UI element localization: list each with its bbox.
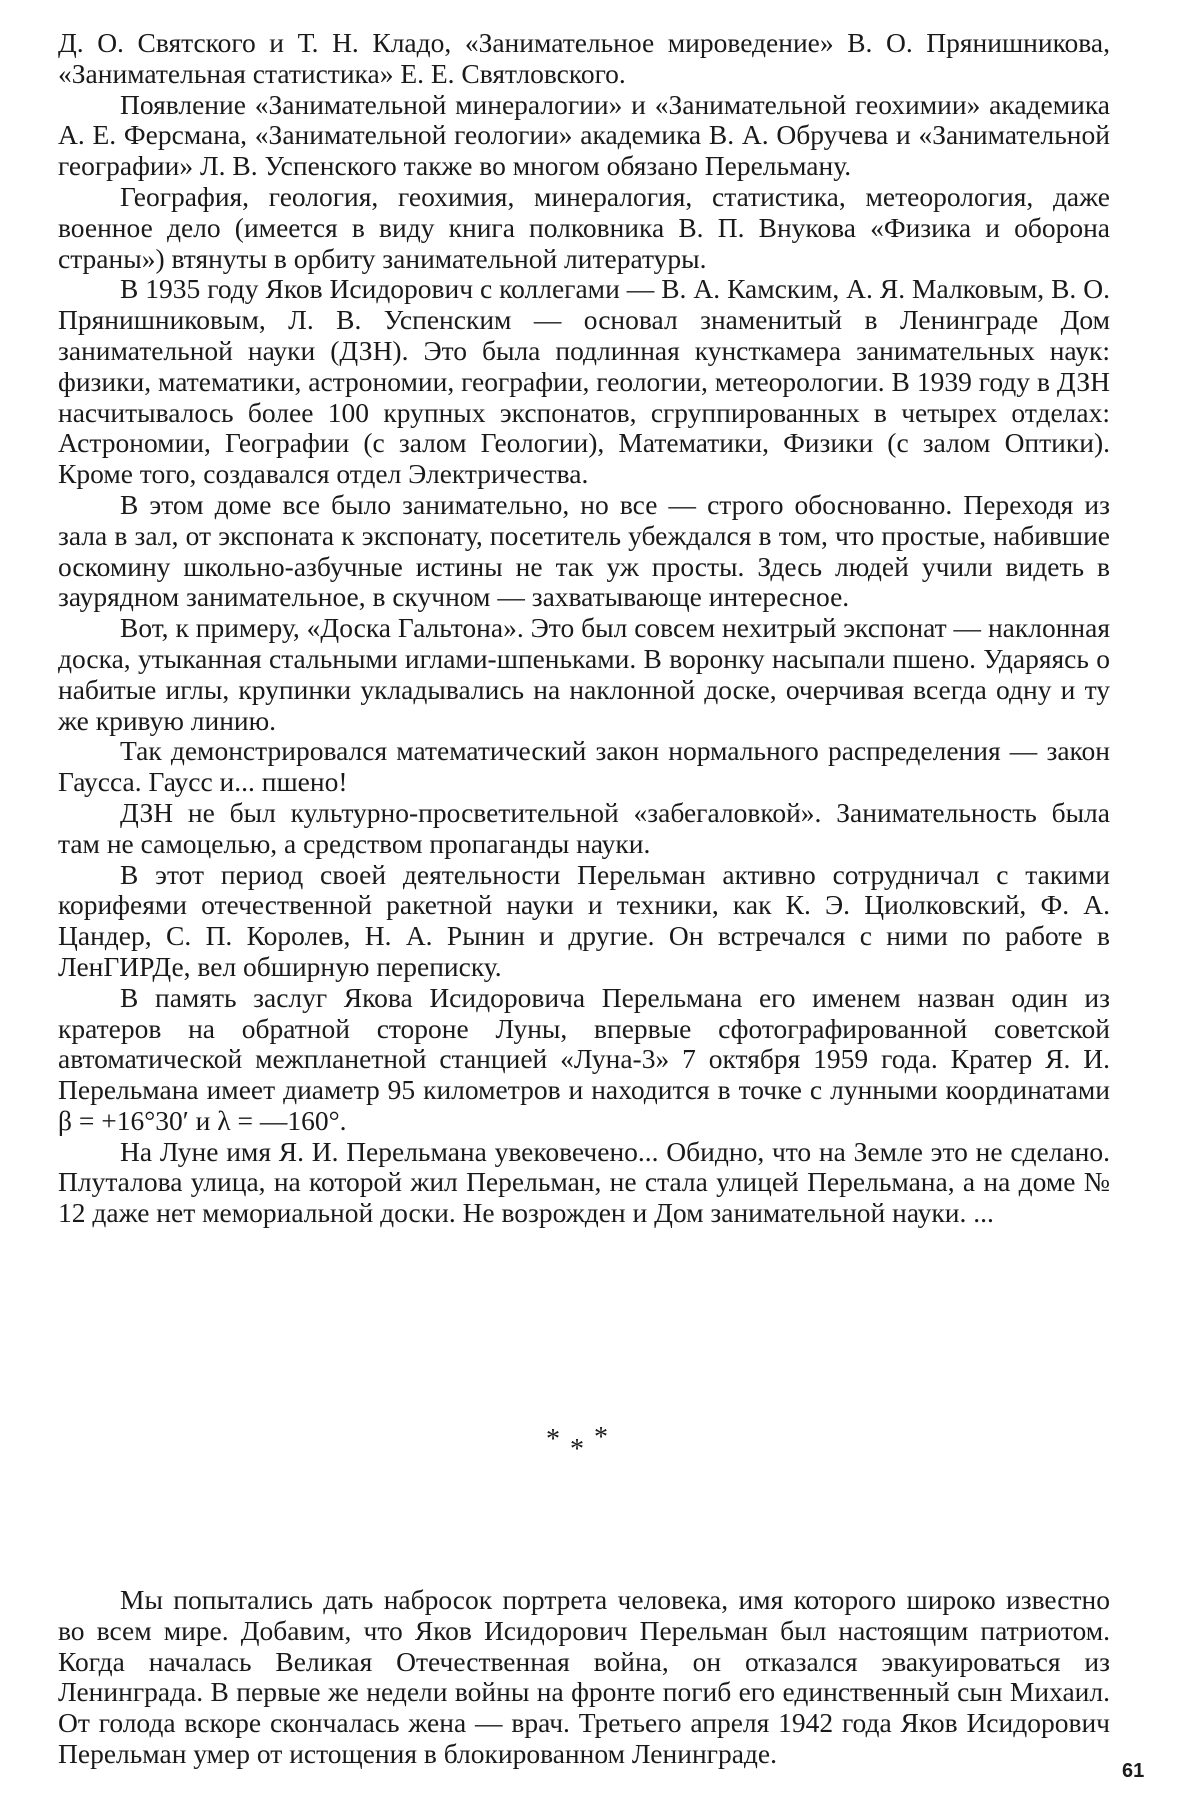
paragraph-galton-board: Вот, к примеру, «Доска Гальтона». Это был совсем нехитрый экспонат — наклонная доска, утыканная стальными иглами-шпеньками. В воронку насыпали пшено. Ударяясь о набитые иглы, крупинки укладывались на наклонной доске, очерчивая всегда одну и ту же кривую линию. [58,612,1110,736]
paragraph-continuation: Д. О. Святского и Т. Н. Кладо, «Занимательное мироведение» В. О. Прянишникова, «Занимательная статистика» Е. Е. Святловского. [58,27,1110,89]
main-text [58,28,1110,1229]
paragraph-sciences: География, геология, геохимия, минералогия, статистика, метеорология, даже военное дело (имеется в виду книга полковника В. П. Внукова «Физика и оборона страны») втянуты в орбиту занимательной литературы. [58,180,1110,274]
paragraph-dzn-founding: В 1935 году Яков Исидорович с коллегами — В. А. Камским, А. Я. Малковым, В. О. Прянишниковым, Л. В. Успенским — основал знаменитый в Ленинграде Дом занимательной науки (ДЗН). Это была подлинная кунсткамера занимательных наук: физики, математики, астрономии, географии, геологии, метеорологии. В 1939 году в ДЗН насчитывалось более 100 крупных экспонатов, сгруппированных в четырех отделах: Астрономии, Географии (с залом Геологии), Математики, Физики (с залом Оптики). Кроме того, создавался отдел Электричества. [58,273,1110,490]
paragraph-gauss: Так демонстрировался математический закон нормального распределения — закон Гаусса. Гаусс и... пшено! [58,735,1110,798]
paragraph-dzn-purpose: ДЗН не был культурно-просветительной «забегаловкой». Занимательность была там не самоцелью, а средством пропаганды науки. [58,796,1110,859]
paragraph-rocketry: В этот период своей деятельности Перельман активно сотрудничал с такими корифеями отечественной ракетной науки и техники, как К. Э. Циолковский, Ф. А. Цандер, С. П. Королев, Н. А. Рынин и другие. Он встречался с ними по работе в ЛенГИРДе, вел обширную переписку. [58,858,1110,982]
paragraph-lunar-crater: В память заслуг Якова Исидоровича Перельмана его именем назван один из кратеров на обратной стороне Луны, впервые сфотографированной советской автоматической межпланетной станцией «Луна-3» 7 октября 1959 года. Кратер Я. И. Перельмана имеет диаметр 95 километров и находится в точке с лунными координатами β = +16°30′ и λ = —160°. [58,981,1110,1136]
page-number: 61 [1122,1760,1145,1782]
separator-star: * [594,1422,608,1453]
paragraph-fersman: Появление «Занимательной минералогии» и «Занимательной геохимии» академика А. Е. Ферсмана, «Занимательной геологии» академика В. А. Обручева и «Занимательной географии» Л. В. Успенского также во многом обязано Перельману. [58,88,1110,182]
paragraph-dzn-house: В этом доме все было занимательно, но все — строго обоснованно. Переходя из зала в зал, от экспоната к экспонату, посетитель убеждался в том, что простые, набившие оскомину школьно-азбучные истины не так уж просты. Здесь людей учили видеть в заурядном занимательное, в скучном — захватывающе интересное. [58,488,1110,613]
closing-text [58,1585,1110,1770]
separator-star: * [546,1424,560,1455]
paragraph-memory: На Луне имя Я. И. Перельмана увековечено... Обидно, что на Земле это не сделано. Плуталова улица, на которой жил Перельман, не стала улицей Перельмана, а на доме № 12 даже нет мемориальной доски. Не возрожден и Дом занимательной науки. ... [58,1135,1110,1229]
section-separator [540,1420,620,1465]
paragraph-closing: Мы попытались дать набросок портрета человека, имя которого широко известно во всем мире. Добавим, что Яков Исидорович Перельман был настоящим патриотом. Когда началась Великая Отечественная война, он отказался эвакуироваться из Ленинграда. В первые же недели войны на фронте погиб его единственный сын Михаил. От голода вскоре скончалась жена — врач. Третьего апреля 1942 года Яков Исидорович Перельман умер от истощения в блокированном Ленинграде. [58,1584,1110,1769]
separator-star: * [570,1434,584,1465]
